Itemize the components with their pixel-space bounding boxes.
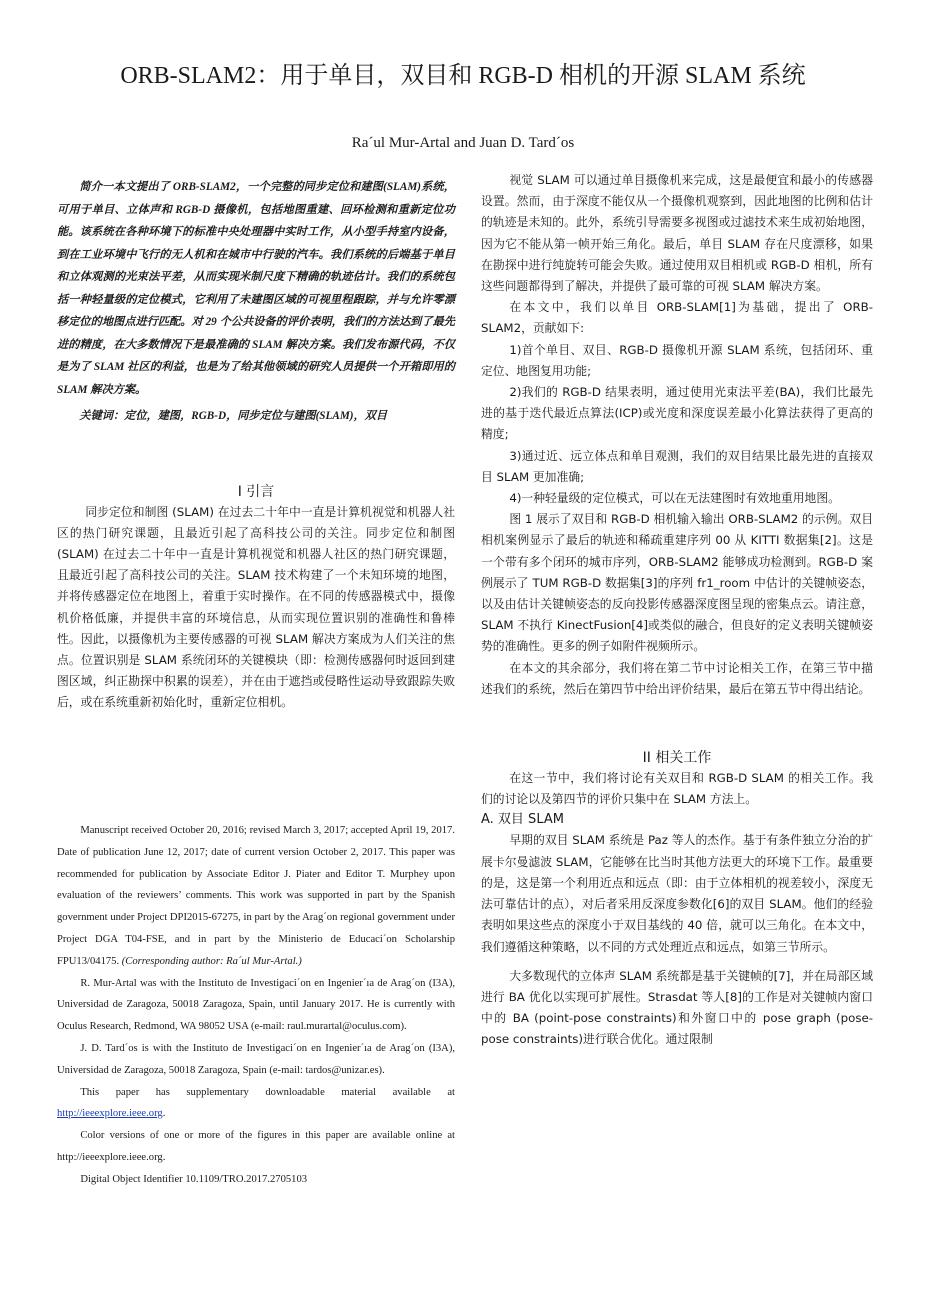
paper-title: ORB-SLAM2：用于单目，双目和 RGB-D 相机的开源 SLAM 系统 bbox=[120, 63, 806, 89]
footnote-doi: Digital Object Identifier 10.1109/TRO.2017.2705103 bbox=[80, 1173, 308, 1185]
right-column bbox=[481, 170, 873, 1051]
section-heading-intro: I 引言 bbox=[237, 483, 275, 500]
footnote-color: Color versions of one or more of the figures in this paper are available online at http://ieeexplore.ieee.org. bbox=[57, 1130, 455, 1163]
footnote-author2: J. D. Tard´os is with the Instituto de Investigaci´on en Ingenier´ıa de Arag´on (I3A), Universidad de Zaragoza, 50018 Zaragoza, Spain (e-mail: tardos@unizar.es). bbox=[57, 1042, 455, 1076]
footnote-manuscript-text: Manuscript received October 20, 2016; revised March 3, 2017; accepted April 19, 2017. Date of publication June 12, 2017; date of current version October 2, 2017. This paper was recommended for publication by Associate Editor J. Piater and Editor T. Murphey upon evaluation of the reviewers’ comments. This work was supported in part by the Spanish government under Project DPI2015-67275, in part by the Arag´on regional government under Project DGA T04-FSE, and in part by the Ministerio de Educaci´on Scholarship FPU13/04175. bbox=[57, 825, 455, 967]
footnote-supp-text: This paper has supplementary downloadable material available at bbox=[80, 1086, 455, 1098]
body-paragraph: 早期的双目 SLAM 系统是 Paz 等人的杰作。基于有条件独立分治的扩展卡尔曼滤波 SLAM，它能够在比当时其他方法更大的环境下工作。最重要的是，这是第一个利用近点和远点（即：由于立体相机的视差较小，深度无法可靠估计的点），对后者采用反深度参数化[6]的双目 SLAM。他们的经验表明如果这些点的深度小于双目基线的 40 倍，就可以三角化。在本文中，我们遵循这种策略，以不同的方式处理近点和远点，如第三节所示。 bbox=[481, 833, 873, 954]
ieeexplore-link[interactable]: http://ieeexplore.ieee.org bbox=[57, 1108, 163, 1120]
abstract bbox=[57, 176, 455, 428]
section-heading-related: II 相关工作 bbox=[642, 750, 712, 767]
footnote-supplementary bbox=[57, 1082, 455, 1126]
contribution-item: 3)通过近、远立体点和单目观测，我们的双目结果比最先进的直接双目 SLAM 更加准确; bbox=[481, 448, 873, 484]
footnote-author1: R. Mur-Artal was with the Instituto de Investigaci´on en Ingenier´ıa de Arag´on (I3A), Universidad de Zaragoza, 50018 Zaragoza, Spain, until January 2017. He is currently with Oculus Research, Redmond, WA 98052 USA (e-mail: raul.murartal@oculus.com). bbox=[57, 977, 455, 1033]
intro-section bbox=[57, 482, 455, 714]
footnote bbox=[57, 820, 455, 1191]
left-column bbox=[57, 176, 455, 714]
footnote-supp-end: . bbox=[162, 1108, 166, 1120]
footnote-corresponding: (Corresponding author: Ra´ul Mur-Artal.) bbox=[121, 955, 302, 967]
subsection-heading-stereo: A. 双目 SLAM bbox=[481, 812, 564, 828]
body-paragraph: 在本文的其余部分，我们将在第二节中讨论相关工作，在第三节中描述我们的系统，然后在第四节中给出评价结果，最后在第五节中得出结论。 bbox=[481, 660, 873, 696]
abstract-text: 简介一本文提出了 ORB-SLAM2，一个完整的同步定位和建图(SLAM)系统，可用于单目、立体声和 RGB-D 摄像机，包括地图重建、回环检测和重新定位功能。该系统在各种环境下的标准中央处理器中实时工作，从小型手持室内设备，到在工业环境中飞行的无人机和在城市中行驶的汽车。我们系统的后端基于单目和立体观测的光束法平差，从而实现米制尺度下精确的轨迹估计。我们的系统包括一种轻量级的定位模式，它利用了未建图区域的可视里程跟踪，并与允许零漂移定位的地图点进行匹配。对 29 个公共设备的评价表明，我们的方法达到了最先进的精度，在大多数情况下是最准确的 SLAM 解决方案。我们发布源代码，不仅是为了 SLAM 社区的利益，也是为了给其他领域的研究人员提供一个开箱即用的 SLAM 解决方案。 bbox=[57, 181, 455, 396]
footnote-manuscript bbox=[57, 820, 455, 973]
contribution-item: 4)一种轻量级的定位模式，可以在无法建图时有效地重用地图。 bbox=[509, 491, 840, 506]
body-paragraph: 在本文中，我们以单目 ORB-SLAM[1]为基础，提出了 ORB-SLAM2，贡献如下: bbox=[481, 300, 873, 336]
intro-paragraph: 同步定位和制图 (SLAM) 在过去二十年中一直是计算机视觉和机器人社区的热门研究课题，且最近引起了高科技公司的关注。同步定位和制图 (SLAM) 在过去二十年中一直是计算机视觉和机器人社区的热门研究课题，且最近引起了高科技公司的关注。SLAM 技术构建了一个未知环境的地图，并将传感器定位在地图上，着重于实时操作。在不同的传感器模式中，摄像机价格低廉，并提供丰富的环境信息，从而实现位置识别的准确性和鲁棒性。因此，以摄像机为主要传感器的可视 SLAM 解决方案成为人们关注的焦点。位置识别是 SLAM 系统闭环的关键模块（即：检测传感器何时返回到建图区域，纠正勘探中积累的误差），并在由于遮挡或侵略性运动导致跟踪失败后，或在系统重新初始化时，重新定位相机。 bbox=[57, 504, 455, 710]
body-paragraph: 图 1 展示了双目和 RGB-D 相机输入输出 ORB-SLAM2 的示例。双目相机案例显示了最后的轨迹和稀疏重建序列 00 从 KITTI 数据集[2]。这是一个带有多个闭环的城市序列，ORB-SLAM2 能够成功检测到。RGB-D 案例展示了 TUM RGB-D 数据集[3]的序列 fr1_room 中估计的关键帧姿态，以及由估计关键帧姿态的反向投影传感器深度图呈现的密集点云。请注意，SLAM 不执行 KinectFusion[4]或类似的融合，但良好的定义表明关键帧姿势的准确性。更多的例子如附件视频所示。 bbox=[481, 512, 873, 654]
keywords: 关键词：定位，建图，RGB-D，同步定位与建图(SLAM)，双目 bbox=[79, 410, 388, 422]
body-paragraph: 视觉 SLAM 可以通过单目摄像机来完成，这是最便宜和最小的传感器设置。然而，由于深度不能仅从一个摄像机观察到，因此地图的比例和估计的轨迹是未知的。此外，系统引导需要多视图或过滤技术来生成初始地图，因为它不能从第一帧开始三角化。最后，单目 SLAM 存在尺度漂移，如果在勘探中进行纯旋转可能会失败。通过使用双目相机或 RGB-D 相机，所有这些问题都得到了解决，并提供了最可靠的可视 SLAM 解决方案。 bbox=[481, 173, 873, 294]
author-list: Ra´ul Mur-Artal and Juan D. Tard´os bbox=[351, 135, 575, 151]
contribution-item: 2)我们的 RGB-D 结果表明，通过使用光束法平差(BA)，我们比最先进的基于迭代最近点算法(ICP)或光度和深度误差最小化算法获得了更高的精度; bbox=[481, 385, 873, 442]
body-paragraph: 大多数现代的立体声 SLAM 系统都是基于关键帧的[7]，并在局部区域进行 BA 优化以实现可扩展性。Strasdat 等人[8]的工作是对关键帧内窗口中的 BA (point-pose constraints)和外窗口中的 pose graph (pose-pose constraints)进行联合优化。通过限制 bbox=[481, 968, 873, 1047]
contribution-item: 1)首个单目、双目、RGB-D 摄像机开源 SLAM 系统，包括闭环、重定位、地图复用功能; bbox=[481, 342, 873, 378]
body-paragraph: 在这一节中，我们将讨论有关双目和 RGB-D SLAM 的相关工作。我们的讨论以及第四节的评价只集中在 SLAM 方法上。 bbox=[481, 771, 873, 807]
